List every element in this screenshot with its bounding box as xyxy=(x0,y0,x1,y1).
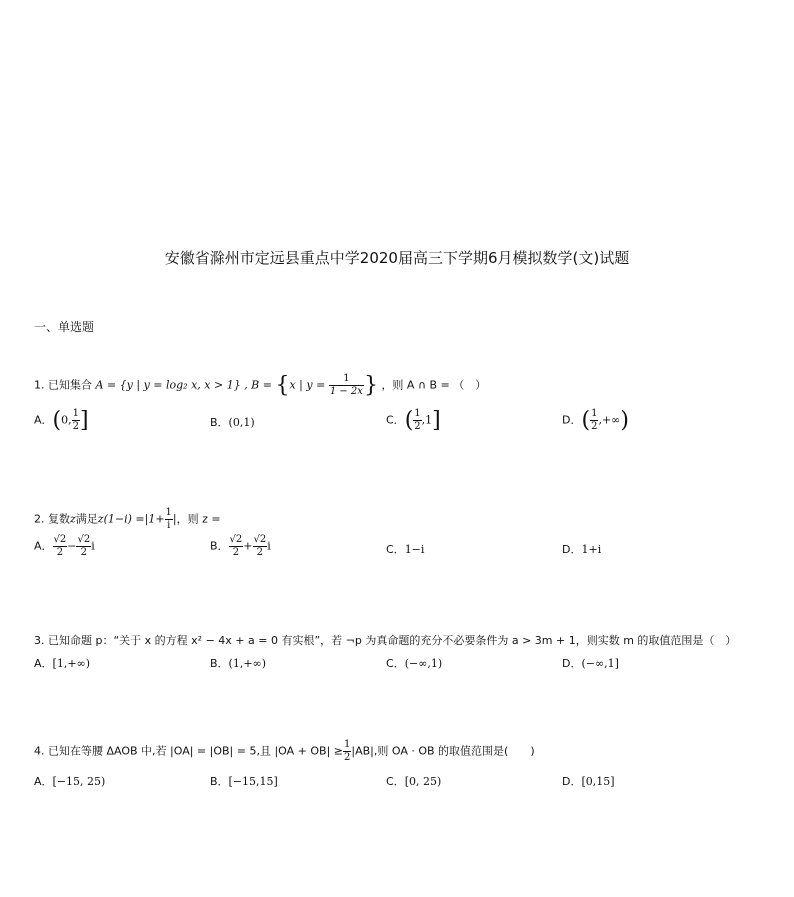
q1-option-d: D．( $\frac{1}{2}$ ,+∞) xyxy=(562,408,629,433)
q3-option-a: A．[1,+∞) xyxy=(34,657,90,670)
q1-option-a: A．(0, $\frac{1}{2}$ ] xyxy=(34,408,89,433)
q4-option-d: D．[0,15] xyxy=(562,775,615,788)
q1-set-b-inner: x | y = xyxy=(289,378,326,392)
q4-option-b: B．[−15,15] xyxy=(210,775,278,788)
question-1: 1. 已知集合 A = {y | y = log₂ x, x > 1} , B = {x | y = $\frac{1}{1 - 2x}$ } ，则 A ∩ B = （ ） xyxy=(34,373,487,398)
q1-sqrt: 1 − 2x xyxy=(329,386,363,397)
q1-prefix: 1. 已知集合 xyxy=(34,378,92,392)
question-3: 3. 已知命题 p：“关于 x 的方程 x² − 4x + a = 0 有实根”，若 ¬p 为真命题的充分不必要条件为 a > 3m + 1，则实数 m 的取值范围是（ ） xyxy=(34,634,737,647)
q1-suffix: ，则 A ∩ B = （ ） xyxy=(381,378,487,392)
q1-fraction: $\frac{1}{1 - 2x}$ xyxy=(329,373,363,397)
q2-option-a: A． $\frac{√2}{2}$ − $\frac{√2}{2}$ i xyxy=(34,534,95,558)
question-4: 4. 已知在等腰 ΔAOB 中,若 |OA| = |OB| = 5,且 |OA + OB| ≥ $\frac{1}{2}$ |AB|,则 OA · OB 的取值范围是( ) xyxy=(34,739,535,763)
q4-option-a: A．[−15, 25) xyxy=(34,775,106,788)
q3-option-d: D．(−∞,1] xyxy=(562,657,619,670)
q2-option-b: B． $\frac{√2}{2}$ + $\frac{√2}{2}$ i xyxy=(210,534,271,558)
q3-option-c: C．(−∞,1) xyxy=(386,657,443,670)
q1-set-a: A = {y | y = log₂ x, x > 1} xyxy=(95,378,241,392)
section-heading: 一、单选题 xyxy=(34,320,95,334)
page-title: 安徽省滁州市定远县重点中学2020届高三下学期6月模拟数学(文)试题 xyxy=(164,249,630,267)
question-2: 2. 复数z满足z(1−i) =|1+ $\frac{1}{i}$ |，则 z = xyxy=(34,507,221,531)
q1-option-c: C．( $\frac{1}{2}$ ,1] xyxy=(386,408,441,433)
q1-set-b-pre: , B = xyxy=(244,378,272,392)
q2-option-c: C．1−i xyxy=(386,543,425,556)
q1-option-b: B．(0,1) xyxy=(210,416,255,429)
q4-option-c: C．[0, 25) xyxy=(386,775,442,788)
q3-option-b: B．(1,+∞) xyxy=(210,657,267,670)
q2-option-d: D．1+i xyxy=(562,543,602,556)
